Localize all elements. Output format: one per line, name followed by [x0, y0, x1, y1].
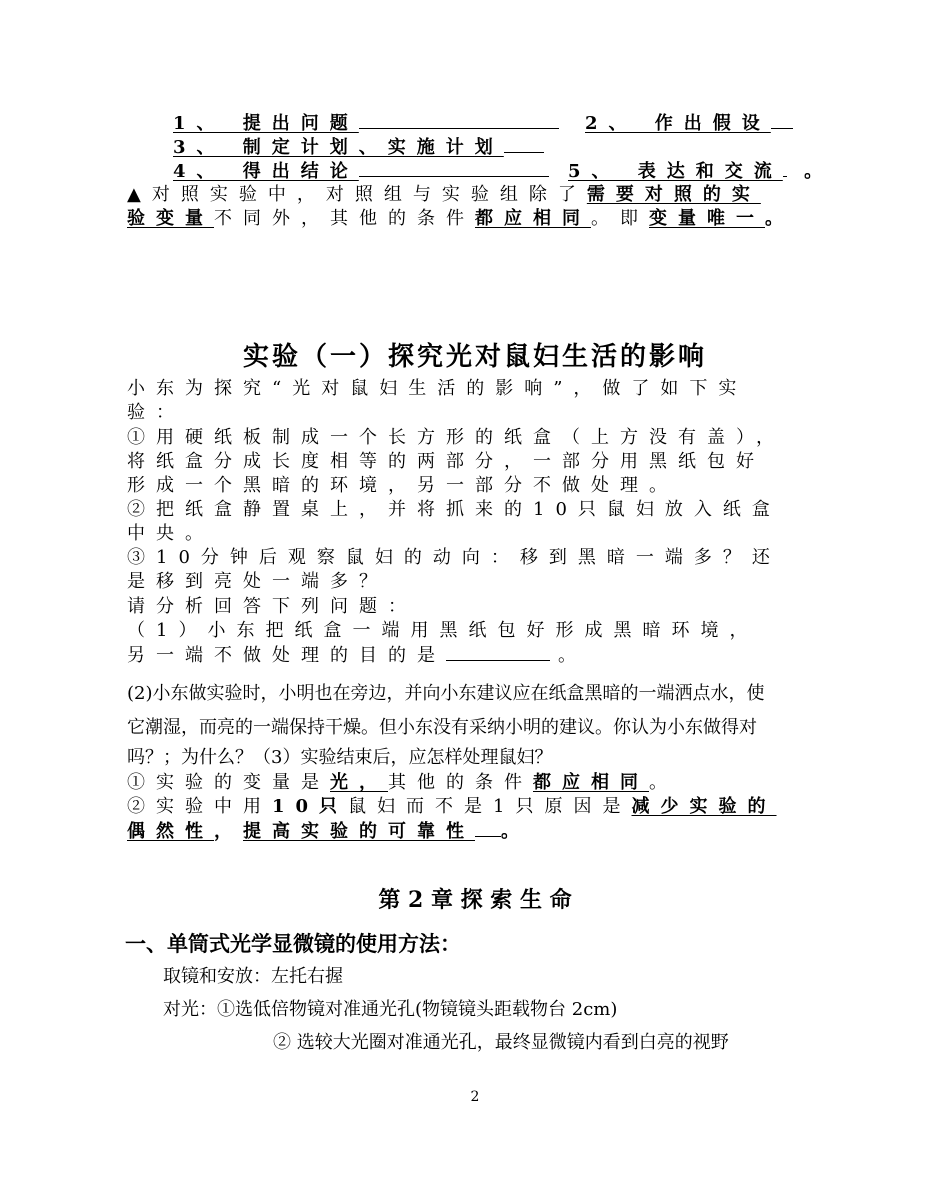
answer-2: ②实验中用10只鼠妇而不是1只原因是减少实验的 — [127, 796, 777, 817]
body-line: 取镜和安放：左托右握 — [163, 966, 343, 987]
experiment-title: 实验（一）探究光对鼠妇生活的影响 — [242, 342, 707, 372]
exp-line: 形成一个黑暗的环境，另一部分不做处理。 — [127, 475, 678, 496]
chapter-title: 第 2 章 探 索 生 命 — [378, 887, 572, 913]
body-line: 对光：①选低倍物镜对准通光孔(物镜镜头距载物台 2cm) — [163, 999, 618, 1020]
answer-1: ①实验的变量是光，其他的条件都应相同。 — [127, 772, 678, 793]
exp-line: 验： — [127, 402, 185, 423]
step-5: 5、 表达和交流 。 — [568, 161, 834, 182]
page-number: 2 — [470, 1089, 480, 1105]
exp-line: 中央。 — [127, 523, 214, 544]
answer-blank[interactable] — [446, 644, 550, 661]
exp-line: (2)小东做实验时，小明也在旁边，并向小东建议应在纸盒黑暗的一端洒点水，使 — [127, 683, 765, 704]
exp-line: 是移到亮处一端多？ — [127, 571, 388, 592]
exp-line: ①用硬纸板制成一个长方形的纸盒（上方没有盖）， — [127, 427, 785, 448]
step-2: 2、 作出假设 — [585, 112, 793, 135]
note-line-1: ▲对照实验中，对照组与实验组除了需要对照的实 — [127, 184, 761, 205]
exp-line: （1）小东把纸盒一端用黑纸包好形成黑暗环境， — [127, 620, 759, 641]
step-1: 1、 提出问题 — [173, 112, 559, 135]
exp-line: 请分析回答下列问题： — [127, 596, 417, 617]
section-heading: 一、单筒式光学显微镜的使用方法： — [125, 932, 461, 956]
exp-line: 小东为探究“光对鼠妇生活的影响”，做了如下实 — [127, 378, 748, 399]
step-3: 3、 制定计划、实施计划 — [173, 136, 544, 159]
body-line: ② 选较大光圈对准通光孔，最终显微镜内看到白亮的视野 — [273, 1032, 729, 1053]
answer-2-cont: 偶然性，提高实验的可靠性 。 — [127, 821, 530, 842]
exp-line: 吗？；为什么？（3）实验结束后，应怎样处理鼠妇？ — [127, 747, 553, 768]
exp-line-blank: 另一端不做处理的目的是 。 — [127, 645, 587, 666]
exp-line: ②把纸盒静置桌上，并将抓来的10只鼠妇放入纸盒 — [127, 499, 781, 520]
step-4: 4、 得出结论 — [173, 160, 549, 183]
exp-line: 它潮湿，而亮的一端保持干燥。但小东没有采纳小明的建议。你认为小东做得对 — [127, 717, 757, 738]
exp-line: ③10分钟后观察鼠妇的动向：移到黑暗一端多？还 — [127, 547, 781, 568]
exp-line: 将纸盒分成长度相等的两部分，一部分用黑纸包好 — [127, 451, 765, 472]
note-line-2: 验变量不同外，其他的条件都应相同。即变量唯一。 — [127, 208, 794, 229]
triangle-icon: ▲ — [127, 184, 152, 205]
